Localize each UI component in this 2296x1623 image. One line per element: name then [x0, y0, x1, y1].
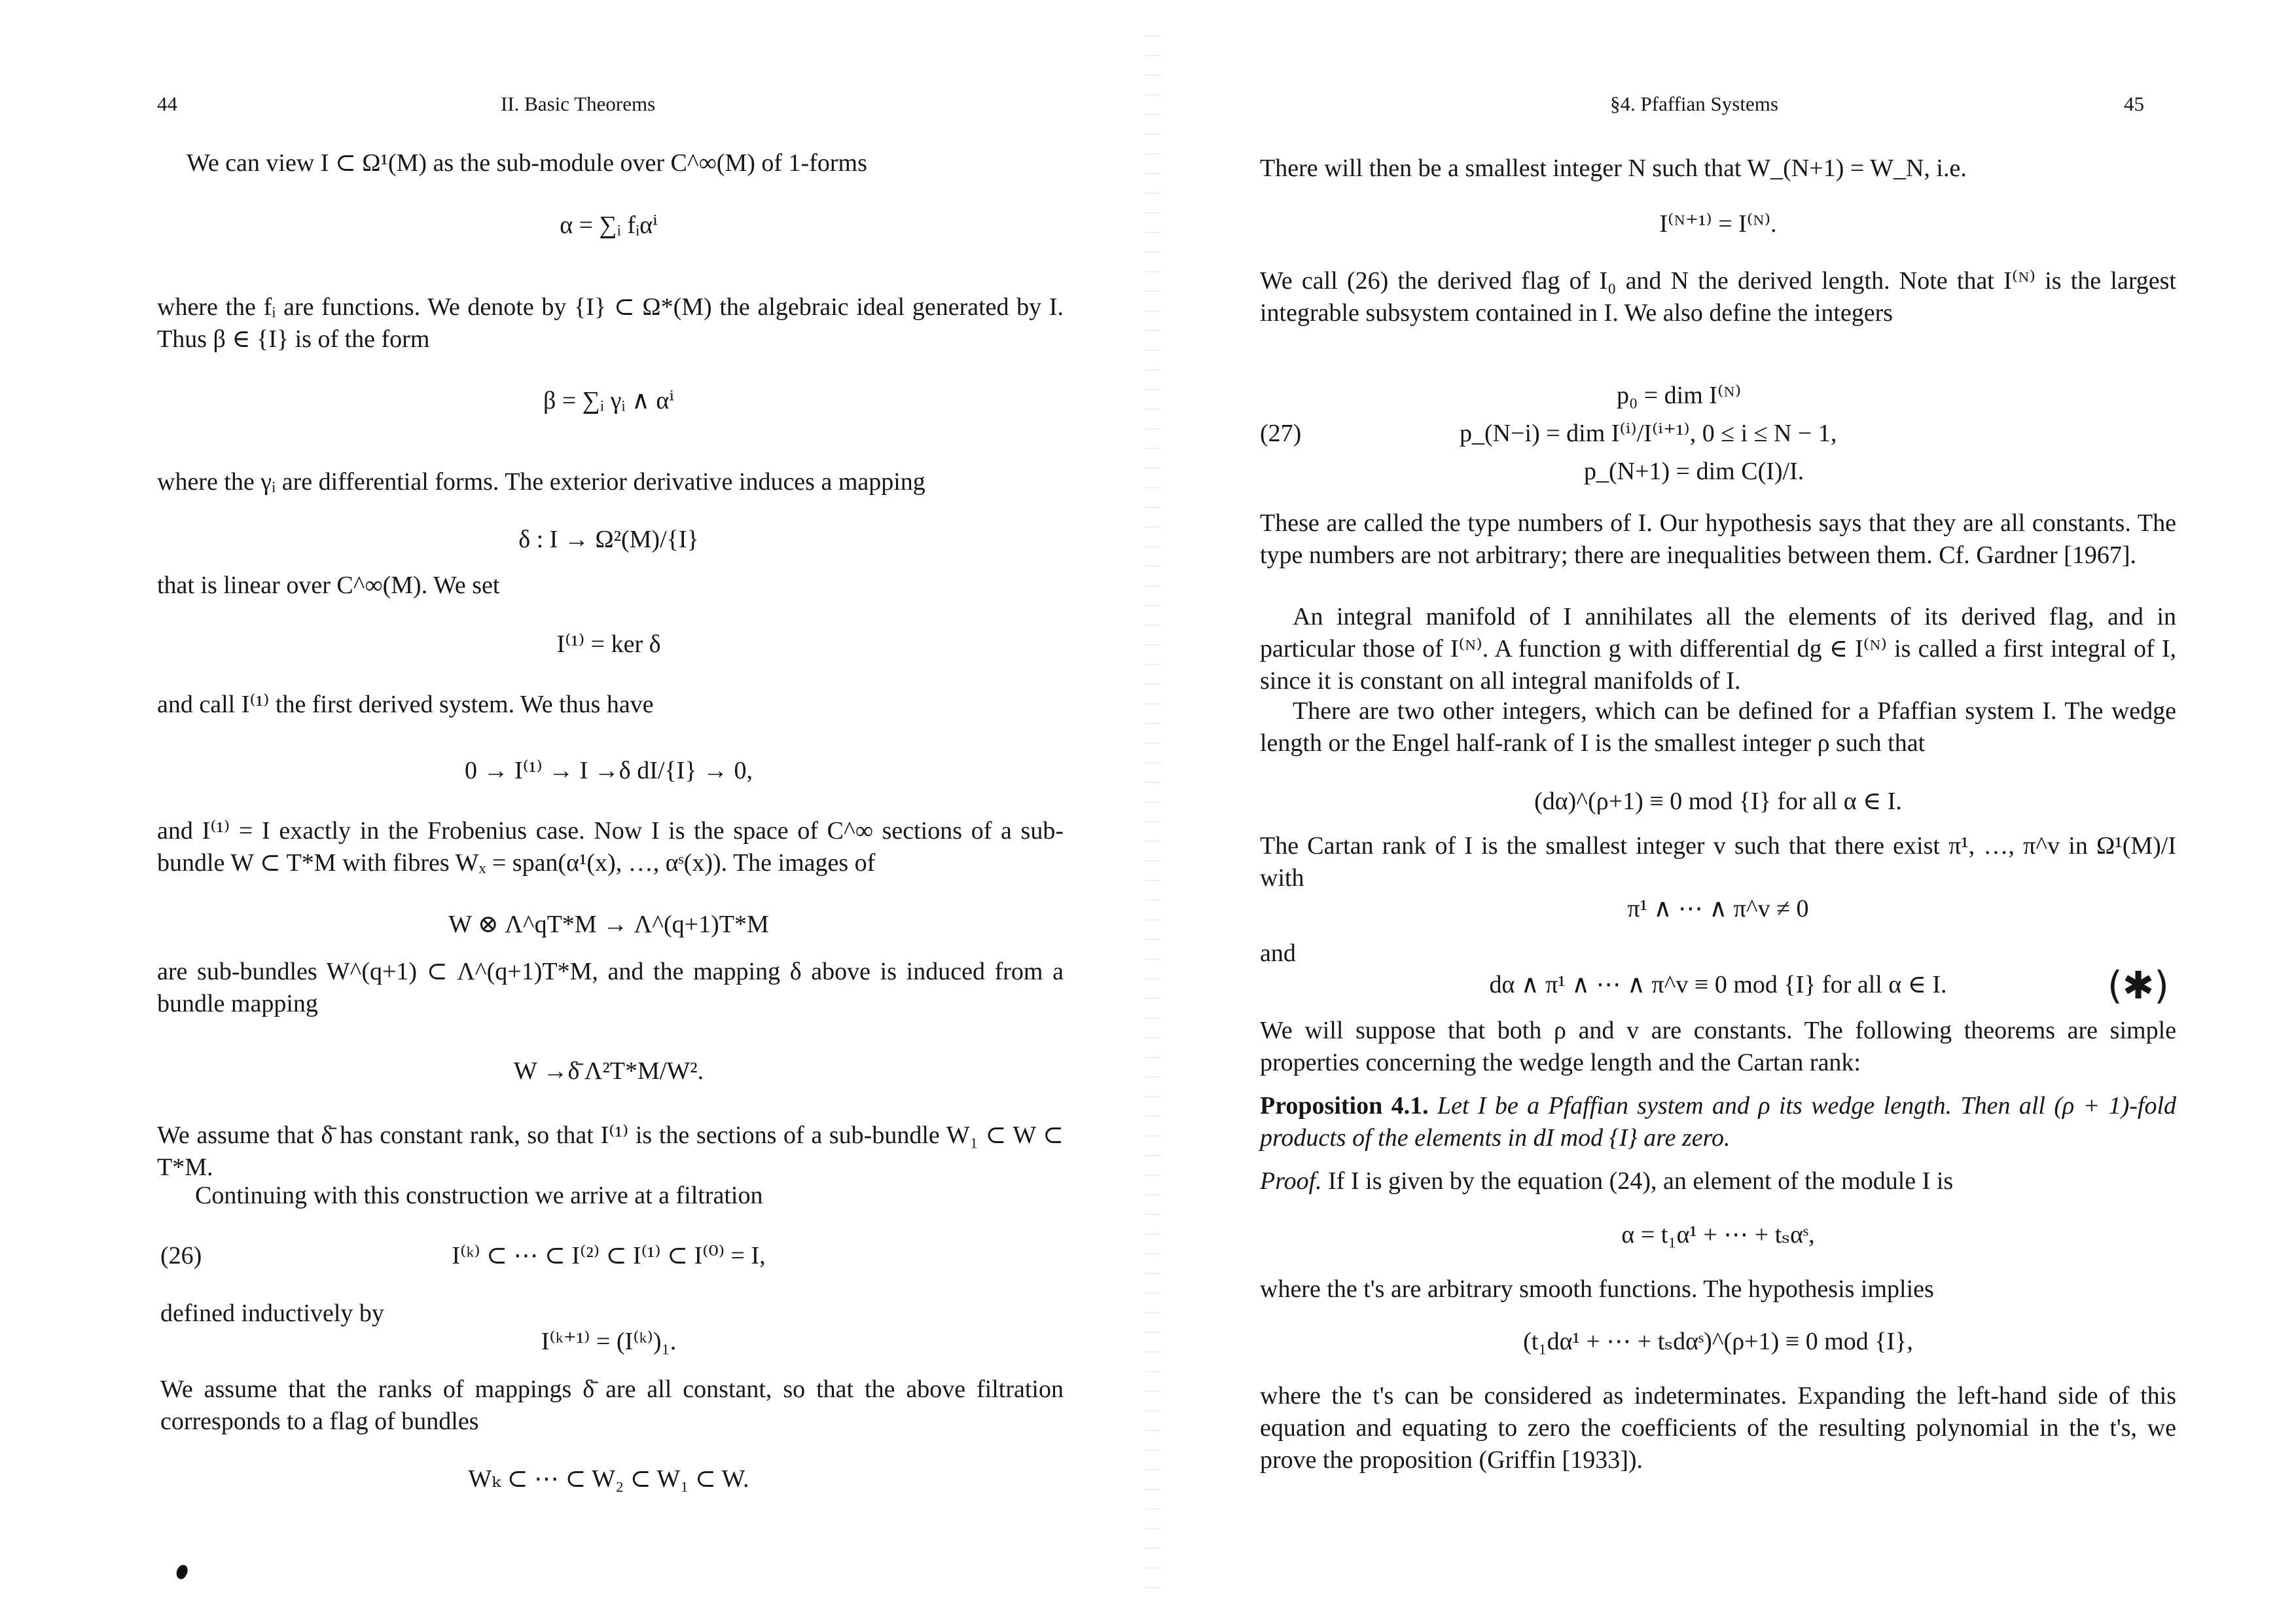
proof-paragraph — [1260, 1165, 2176, 1197]
equation-27-line-3: p_(N+1) = dim C(I)/I. — [1584, 458, 1804, 485]
equation-26-number: (26) — [160, 1242, 202, 1269]
right-paragraph-10: where the t's can be considered as indeterminates. Expanding the left-hand side of this equation and equating to zero the coefficients of the resulting polynomial in the t's, we prove the proposition (Griffin [1933]). — [1260, 1382, 2176, 1474]
proof-label: Proof. — [1260, 1167, 1322, 1195]
handwritten-margin-note: (✱) — [2108, 963, 2169, 1008]
left-paragraph-10: defined inductively by — [160, 1300, 384, 1327]
book-gutter — [1144, 26, 1161, 1597]
equation-hypothesis: (t₁dα¹ + ⋯ + tₛdαˢ)^(ρ+1) ≡ 0 mod {I}, — [1523, 1328, 1913, 1355]
proof-text: If I is given by the equation (24), an element of the module I is — [1328, 1167, 1954, 1195]
proposition-4-1 — [1260, 1090, 2176, 1154]
left-paragraph-8: We assume that δ̄ has constant rank, so that I⁽¹⁾ is the sections of a sub-bundle W₁ ⊂ W ⊂ T*M. — [157, 1122, 1064, 1181]
equation-27-line-2: p_(N−i) = dim I⁽ⁱ⁾/I⁽ⁱ⁺¹⁾, 0 ≤ i ≤ N − 1, — [1460, 420, 1837, 447]
right-page-number: 45 — [2124, 92, 2144, 115]
equation-inductive: I⁽ᵏ⁺¹⁾ = (I⁽ᵏ⁾)₁. — [541, 1328, 677, 1355]
equation-beta-sum: β = ∑ᵢ γᵢ ∧ αⁱ — [543, 387, 674, 414]
right-paragraph-3: These are called the type numbers of I. Our hypothesis says that they are all constants. The type numbers are not arbitrary; there are inequalities between them. Cf. Gardner [1967]. — [1260, 509, 2176, 569]
right-paragraph-7: and — [1260, 939, 1296, 967]
left-paragraph-9: Continuing with this construction we arrive at a filtration — [195, 1182, 763, 1209]
left-paragraph-4: that is linear over C^∞(M). We set — [157, 572, 500, 599]
equation-bundle-mapping: W →δ̄ Λ²T*M/W². — [513, 1057, 704, 1085]
equation-kernel: I⁽¹⁾ = ker δ — [556, 630, 661, 658]
right-paragraph-5: There are two other integers, which can be defined for a Pfaffian system I. The wedge length or the Engel half-rank of I is the smallest integer ρ such that — [1260, 697, 2176, 757]
equation-alpha-sum: α = ∑ᵢ fᵢαⁱ — [560, 211, 658, 239]
right-paragraph-8: We will suppose that both ρ and v are constants. The following theorems are simple properties concerning the wedge length and the Cartan rank: — [1260, 1017, 2176, 1076]
equation-pi-product: π¹ ∧ ⋯ ∧ π^v ≠ 0 — [1627, 895, 1809, 922]
equation-cartan-rank: dα ∧ π¹ ∧ ⋯ ∧ π^v ≡ 0 mod {I} for all α ∈ I. — [1489, 971, 1947, 998]
left-paragraph-2: where the fᵢ are functions. We denote by {I} ⊂ Ω*(M) the algebraic ideal generated by I. Thus β ∈ {I} is of the form — [157, 293, 1064, 353]
right-paragraph-6: The Cartan rank of I is the smallest integer v such that there exist π¹, …, π^v in Ω¹(M)/I with — [1260, 832, 2176, 892]
equation-wedge-length: (dα)^(ρ+1) ≡ 0 mod {I} for all α ∈ I. — [1534, 788, 1902, 815]
ink-blot — [174, 1563, 190, 1580]
equation-bundle-flag: Wₖ ⊂ ⋯ ⊂ W₂ ⊂ W₁ ⊂ W. — [468, 1465, 749, 1493]
left-paragraph-11: We assume that the ranks of mappings δ̄ are all constant, so that the above filtration corresponds to a flag of bundles — [160, 1376, 1064, 1435]
left-paragraph-5: and call I⁽¹⁾ the first derived system. We thus have — [157, 691, 654, 718]
right-paragraph-1: There will then be a smallest integer N such that W_(N+1) = W_N, i.e. — [1260, 155, 1967, 182]
left-paragraph-1: We can view I ⊂ Ω¹(M) as the sub-module over C^∞(M) of 1-forms — [187, 149, 867, 177]
left-paragraph-7: are sub-bundles W^(q+1) ⊂ Λ^(q+1)T*M, and the mapping δ above is induced from a bundle mapping — [157, 958, 1064, 1017]
left-paragraph-3: where the γᵢ are differential forms. The exterior derivative induces a mapping — [157, 468, 925, 496]
equation-N: I⁽ᴺ⁺¹⁾ = I⁽ᴺ⁾. — [1659, 210, 1777, 238]
right-paragraph-9: where the t's are arbitrary smooth functions. The hypothesis implies — [1260, 1275, 1934, 1303]
equation-images: W ⊗ Λ^qT*M → Λ^(q+1)T*M — [448, 911, 769, 938]
equation-delta-map: δ : I → Ω²(M)/{I} — [518, 526, 699, 553]
left-page-number: 44 — [157, 92, 177, 115]
equation-module-element: α = t₁α¹ + ⋯ + tₛαˢ, — [1621, 1221, 1815, 1249]
proposition-label: Proposition 4.1. — [1260, 1092, 1429, 1120]
left-paragraph-6: and I⁽¹⁾ = I exactly in the Frobenius case. Now I is the space of C^∞ sections of a sub-bundle W ⊂ T*M with fibres Wₓ = span(α¹(x), …, αˢ(x)). The images of — [157, 817, 1064, 877]
equation-26-filtration: I⁽ᵏ⁾ ⊂ ⋯ ⊂ I⁽²⁾ ⊂ I⁽¹⁾ ⊂ I⁽⁰⁾ = I, — [452, 1242, 766, 1269]
right-page — [1260, 0, 2176, 1623]
right-paragraph-2: We call (26) the derived flag of I₀ and N the derived length. Note that I⁽ᴺ⁾ is the largest integrable subsystem contained in I. We also define the integers — [1260, 267, 2176, 327]
left-page — [151, 0, 1067, 1623]
proposition-statement: Let I be a Pfaffian system and ρ its wedge length. Then all (ρ + 1)-fold products of the elements in dI mod {I} are zero. — [1260, 1092, 2177, 1152]
equation-27-line-1: p₀ = dim I⁽ᴺ⁾ — [1617, 382, 1742, 409]
equation-27-number: (27) — [1260, 420, 1302, 447]
left-running-head: II. Basic Theorems — [501, 92, 656, 115]
right-running-head: §4. Pfaffian Systems — [1610, 92, 1778, 115]
equation-exact-sequence: 0 → I⁽¹⁾ → I →δ dI/{I} → 0, — [464, 757, 753, 784]
right-paragraph-4: An integral manifold of I annihilates all the elements of its derived flag, and in particular those of I⁽ᴺ⁾. A function g with differential dg ∈ I⁽ᴺ⁾ is called a first integral of I, since it is constant on all integral manifolds of I. — [1260, 603, 2176, 695]
